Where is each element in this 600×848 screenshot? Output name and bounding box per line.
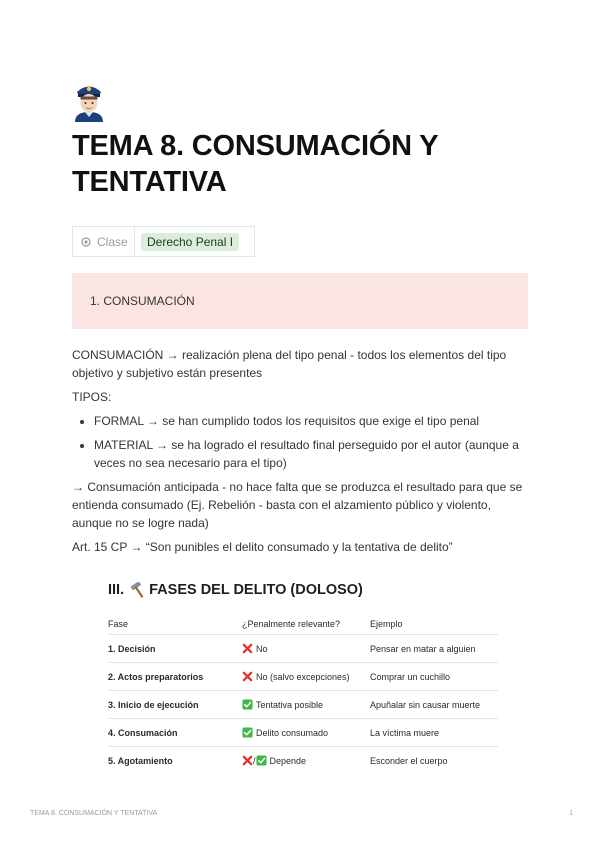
relevante-cell bbox=[242, 663, 370, 691]
paragraph-art15: Art. 15 CP → “Son punibles el delito consumado y la tentativa de delito” bbox=[72, 540, 453, 554]
page-footer bbox=[30, 810, 573, 817]
property-value[interactable] bbox=[135, 227, 239, 256]
property-tag: Derecho Penal I bbox=[141, 233, 239, 251]
table-header-row bbox=[108, 614, 498, 635]
column-header: Fase bbox=[108, 619, 129, 629]
column-header: ¿Penalmente relevante? bbox=[242, 619, 341, 629]
ejemplo-cell: Esconder el cuerpo bbox=[370, 747, 498, 775]
fases-heading-text: FASES DEL DELITO (DOLOSO) bbox=[149, 582, 363, 598]
relevante-text: Tentativa posible bbox=[256, 700, 324, 710]
relevante-cell bbox=[242, 635, 370, 663]
tipos-label: TIPOS: bbox=[72, 390, 112, 404]
table-row bbox=[108, 635, 498, 663]
page-number: 1 bbox=[569, 810, 573, 817]
cross-icon bbox=[242, 755, 253, 766]
property-status-icon bbox=[81, 237, 91, 247]
check-icon bbox=[242, 699, 253, 710]
fases-heading bbox=[108, 582, 363, 598]
fase-cell: 5. Agotamiento bbox=[108, 747, 242, 775]
table-row bbox=[108, 691, 498, 719]
fase-cell: 4. Consumación bbox=[108, 719, 242, 747]
ejemplo-cell: Comprar un cuchillo bbox=[370, 663, 498, 691]
paragraph-anticipada: → Consumación anticipada - no hace falta que se produzca el resultado para que se entienda consumado (Ej. Rebelión - basta con el alzamiento público y violento, aunque no se logre nada) bbox=[72, 480, 523, 530]
relevante-text: Depende bbox=[269, 756, 307, 766]
fases-heading-prefix: III. bbox=[108, 582, 125, 598]
property-name[interactable] bbox=[73, 227, 135, 256]
list-item: • MATERIAL → se ha logrado el resultado final perseguido por el autor (aunque a veces no sea necesario para el tipo) bbox=[94, 436, 528, 472]
list-item: • FORMAL → se han cumplido todos los requisitos que exige el tipo penal bbox=[94, 412, 528, 430]
table-row bbox=[108, 747, 498, 775]
property-name-label: Clase bbox=[97, 234, 128, 249]
fase-cell: 3. Inicio de ejecución bbox=[108, 691, 242, 719]
content-body bbox=[72, 346, 528, 562]
fase-cell: 1. Decisión bbox=[108, 635, 242, 663]
relevante-cell bbox=[242, 691, 370, 719]
footer-title: TEMA 8. CONSUMACIÓN Y TENTATIVA bbox=[30, 810, 158, 817]
relevante-text: Delito consumado bbox=[256, 728, 329, 738]
check-icon bbox=[242, 727, 253, 738]
table-row bbox=[108, 663, 498, 691]
fases-table-body bbox=[108, 635, 498, 775]
relevante-text: No (salvo excepciones) bbox=[256, 672, 350, 682]
relevante-cell bbox=[242, 747, 370, 775]
check-icon bbox=[256, 755, 267, 766]
property-row bbox=[72, 226, 255, 257]
relevante-cell bbox=[242, 719, 370, 747]
page-title: TEMA 8. CONSUMACIÓN Y TENTATIVA bbox=[72, 130, 438, 198]
fase-cell: 2. Actos preparatorios bbox=[108, 663, 242, 691]
cross-icon bbox=[242, 643, 253, 654]
ejemplo-cell: Apuñalar sin causar muerte bbox=[370, 691, 498, 719]
embedded-screenshot bbox=[72, 570, 528, 780]
hammer-icon bbox=[128, 582, 146, 598]
ejemplo-cell: La víctima muere bbox=[370, 719, 498, 747]
relevante-text: No bbox=[256, 644, 268, 654]
ejemplo-cell: Pensar en matar a alguien bbox=[370, 635, 498, 663]
paragraph-consumacion: CONSUMACIÓN → realización plena del tipo penal - todos los elementos del tipo objetivo y subjetivo están presentes bbox=[72, 348, 507, 380]
police-officer-icon bbox=[72, 78, 106, 122]
callout-text: 1. CONSUMACIÓN bbox=[90, 294, 195, 308]
mark-separator: / bbox=[253, 756, 256, 766]
cross-icon bbox=[242, 671, 253, 682]
column-header: Ejemplo bbox=[370, 619, 403, 629]
tipos-list bbox=[72, 412, 528, 472]
table-row bbox=[108, 719, 498, 747]
fases-table bbox=[108, 614, 498, 774]
callout-heading bbox=[72, 273, 528, 329]
